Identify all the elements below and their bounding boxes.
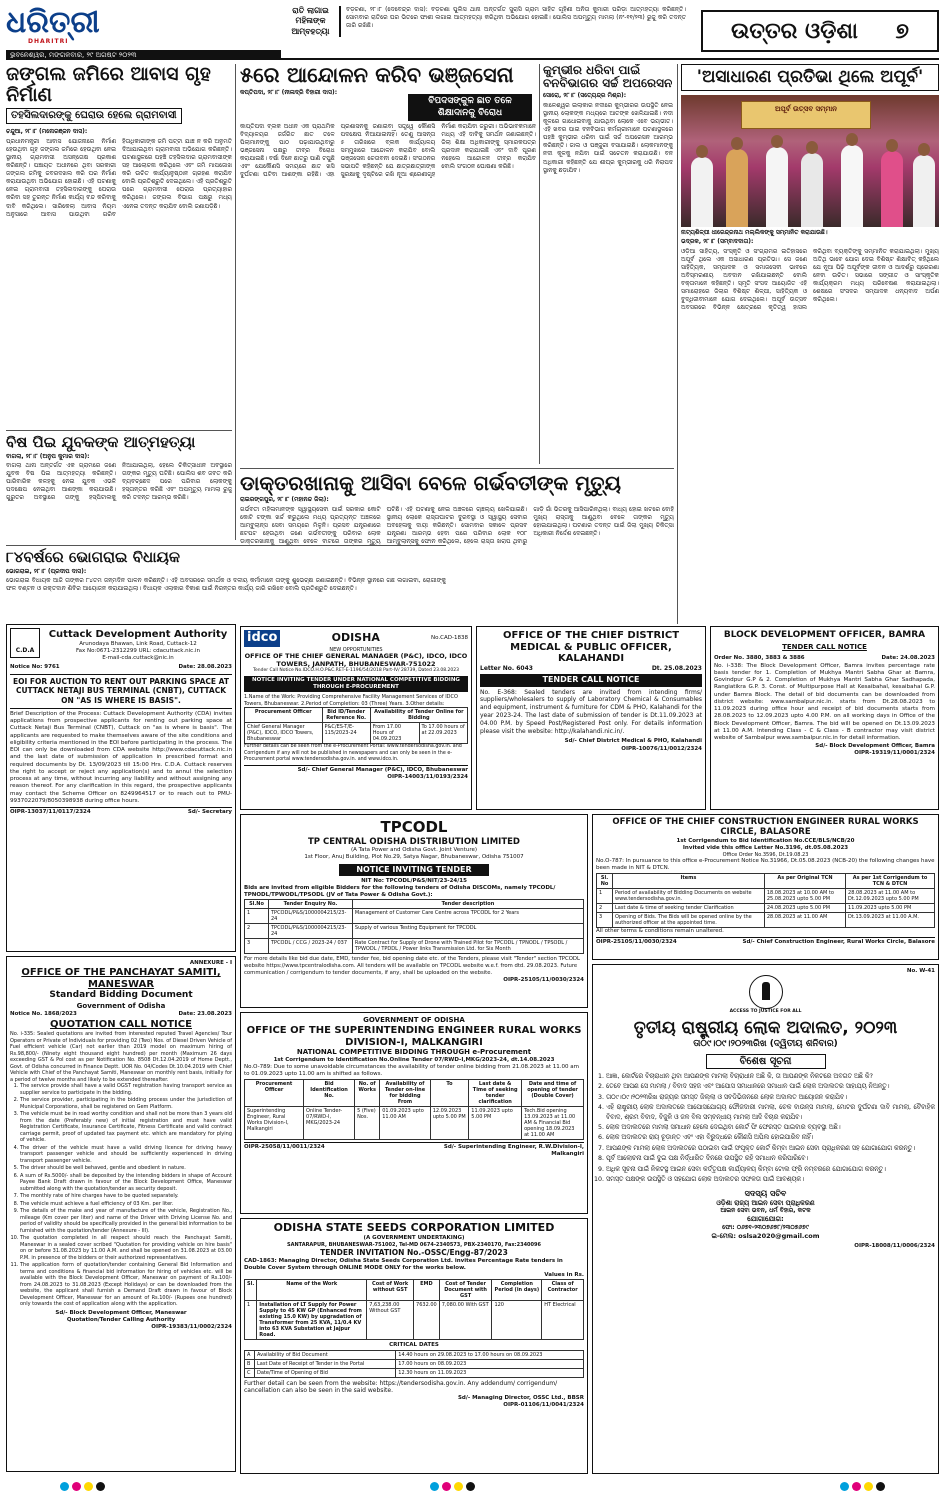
org-address: Arunodaya Bhawan, Link Road, Cuttack-12 [79, 641, 197, 647]
headline[interactable]: 'ଅସାଧାରଣ ପ୍ରତିଭା ଥିଲେ ଅପୂର୍ବ' [681, 64, 939, 91]
org-email: E-mail-cda.cuttack@nic.in [102, 655, 174, 662]
list-item: 3. The vehicle must be in road worthy condition and shall not be more than 3 years old from the date (Preferably new) of initial registration and must have valid Registration Certificate, Insurance Certificate, Fitness Certificate and valid contract carriage permit, proof of updated tax payment etc. which are mandatory for plying of vehicle. [20, 1111, 232, 1144]
annexure: ANNEXURE - I [189, 960, 232, 966]
signature: Sd/- Managing Director, OSSC Ltd., BBSR [457, 1395, 584, 1402]
story-body: ଭୋଗରାଇ ବିଧାୟକ ଆଜି ତାଙ୍କର ୮୪ତମ ଜନ୍ମଦିନ ପାଳନ କରିଛନ୍ତି। ଏହି ଅବସରରେ ସମର୍ଥକ ଓ ଦଳୀୟ କର୍ମୀମାନେ ତାଙ୍କୁ ଶୁଭେଚ୍ଛା ଜଣାଇଛନ୍ତି। ବିଭିନ୍ନ ସ୍ଥାନରେ ଗଛ ଲଗାଇବା, ରୋଗୀଙ୍କୁ ଫଳ ବଣ୍ଟନ ଓ ରକ୍ତଦାନ ଶିବିର ଆୟୋଜନ କରାଯାଇଥିଲା। ବିଧାୟକ ଏଲାକାର ବିକାଶ ପାଇଁ ନିରନ୍ତର କାର୍ଯ୍ୟ ଜାରି ରଖିବେ ବୋଲି ପ୍ରତିଶ୍ରୁତି ଦେଇଛନ୍ତି। [6, 577, 446, 593]
table-row: Chief General Manager (P&C), IDCO, IDCO Towers, Bhubaneswar P&C/ES-T/E-115/2023-24 From 17.00 Hours of 04.09.2023 To 17.00 hours of at 22.09.2023 [245, 723, 468, 744]
oipr-code: OIPR-19319/11/0001/2324 [854, 749, 935, 756]
justice-emblem-icon [749, 975, 783, 1009]
ad-body: No. E-368: Sealed tenders are invited from intending firms/ suppliers/wholesalers to supply of Laboratory Chemical & Consumables and equipment, instrument & furniture for CDM & PHO, Kalahandi for the year 2023-24. The last date of submission of tender is Dt.11.09.2023 at 04.00 P.M. by Speed Post/Registered Post only. For details information please visit the website: http://kalahandi.nic.in/. [480, 688, 702, 735]
ad-strip: NOTICE INVITING TENDER UNDER NATIONAL COMPETITIVE BIDDING THROUGH E-PROCUREMENT [244, 676, 468, 692]
ad-note: Further detail can be seen from the website: https://tendersodisha.gov.in. Any addendum/ corrigendum/ cancellation can also be seen in the said website. [244, 1379, 558, 1395]
table-row: 3 Opening of Bids. The Bids will be opened online by the authorized officer at the appointed time. 28.08.2023 at 11.00 AM Dt.13.09.2023 at 11.00 A.M. [597, 912, 935, 927]
ad-strip: EOI FOR AUCTION TO RENT OUT PARKING SPACE AT CUTTACK NETAJI BUS TERMINAL (CNBT), CUTTACK ON "AS IS WHERE IS BASIS". [10, 674, 232, 709]
cda-logo-text: C.D.A [15, 647, 35, 654]
ad-strip: NOTICE INVITING TENDER [339, 864, 489, 876]
story-housing [6, 64, 232, 424]
ad-strip: TENDER CALL NOTICE [714, 642, 935, 653]
table-row: C Date/Time of Opening of Bid 12.30 hours on 11.09.2023 [245, 1368, 584, 1377]
headline[interactable]: ଜଙ୍ଗଲ ଜମିରେ ଆବାସ ଗୃହ ନିର୍ମାଣ [6, 64, 211, 106]
emblem-text: ACCESS TO JUSTICE FOR ALL [729, 1009, 802, 1015]
story-body: ଓଡ଼ିଆ ସାହିତ୍ୟ, ସଂସ୍କୃତି ଓ ସଂଗ୍ରାମର ଇତିହାସରେ ଅପୂର୍ବ ଥିଲେ ଏକ ଅସାଧାରଣ ପ୍ରତିଭା। ସେ ଜଣେ ସାହିତ୍ୟିକ, ସମ୍ପାଦକ ଓ ସମାଜସେବୀ ଭାବରେ ଅବିସ୍ମରଣୀୟ ଅବଦାନ ରଖିଯାଇଛନ୍ତି ବୋଲି ବକ୍ତାମାନେ କହିଛନ୍ତି। ସ୍ମୃତି ସଂସଦ ଆୟୋଜିତ ଏହି ସମାରୋହରେ ଜିଲାର ବିଶିଷ୍ଟ ଶିଳ୍ପୀ, ସାହିତ୍ୟିକ ଓ ବୁଦ୍ଧିଜୀବୀମାନେ ଯୋଗ ଦେଇଥିଲେ। ଅପୂର୍ବ ଉତ୍ସବ ଅବସରରେ ବିଭିନ୍ନ କ୍ଷେତ୍ରରେ କୃତିତ୍ୱ ହାସଲ କରିଥିବା ବ୍ୟକ୍ତିଙ୍କୁ ସମ୍ମାନିତ କରାଯାଇଥିଲା। ମୁଖ୍ୟ ଅତିଥି ଭାବେ ଯୋଗ ଦେଇ ବିଶିଷ୍ଟ ଶିକ୍ଷାବିତ୍ କହିଥିଲେ ଯେ ନୂଆ ପିଢ଼ି ଅପୂର୍ବଙ୍କ ଜୀବନ ଓ ଆଦର୍ଶରୁ ପ୍ରେରଣା ନେବା ଉଚିତ। ସଭାରେ ସଙ୍ଗୀତ ଓ ସାଂସ୍କୃତିକ କାର୍ଯ୍ୟକ୍ରମ ମଧ୍ୟ ପରିବେଷଣ କରାଯାଇଥିଲା। ଶେଷରେ ସଂସଦର ସମ୍ପାଦକ ଧନ୍ୟବାଦ ଅର୍ପଣ କରିଥିଲେ। [681, 247, 939, 312]
adalat-date: ତା୦୯।୦୯।୨୦୨୩ରିଖ (ଦ୍ୱିତୀୟ ଶନିବାର) [693, 1039, 838, 1050]
col-header: Class of Contractor [542, 1280, 584, 1301]
ad-lok-adalat [592, 964, 939, 1474]
list-item: 6. ଲୋକ ଅଦାଲତର ରାୟ ଚୂଡ଼ାନ୍ତ ଏବଂ ଏହା ବିରୁଦ୍ଧରେ କୌଣସି ଅପିଲ ହୋଇପାରିବ ନାହିଁ। [606, 1133, 935, 1142]
list-item: 3. ତା୦୯।୦୯।୨୦୨୩ରିଖ ରାଜ୍ୟର ସମସ୍ତ ଜିଲ୍ଲା ଓ ସବଡିଭିଜନରେ ଲୋକ ଅଦାଲତ ଆୟୋଜନ କରାଯିବ। [606, 1093, 935, 1102]
ad-note: Further details can be seen from the e-Procurement Portal: www.tendersodisha.gov.in. and Corrigendum if any will not be published in newspapers and can only be seen in the e-Procurement portal www.tendersodisha.gov.in. and www.idco.in. [244, 744, 462, 762]
ad-footer [244, 1142, 584, 1158]
table-row: 1 TPCODL/P&S/1000004215/23-24 Management of Customer Care Centre across TPCODL for 2 Years [245, 909, 584, 924]
letter-no: Letter No. 6043 [480, 664, 533, 672]
signature: Sd/- Block Development Officer, Bamra [815, 742, 935, 749]
ad-bamra [710, 626, 939, 810]
story-body: ପ୍ରଧାନମନ୍ତ୍ରୀ ଆବାସ ଯୋଜନାରେ ନିର୍ମାଣ ହେଉଥିବା ଗୃହ ଜଙ୍ଗଲ ଜମିରେ ହେଉଥିବା ନେଇ ସ୍ଥାନୀୟ ଗ୍ରାମବାସୀ ଅସନ୍ତୋଷ ପ୍ରକାଶ କରିଛନ୍ତି। ପଞ୍ଚାୟତ ଅଧୀନରେ ଥିବା ସରକାରୀ ଜଙ୍ଗଲ ଜମିକୁ ଜବରଦଖଲ କରି ଘର ନିର୍ମାଣ କରାଯାଉଥିବା ଅଭିଯୋଗ ହୋଇଛି। ଏହି ଘଟଣାକୁ ନେଇ ଗ୍ରାମବାସୀ ତହସିଲଦାରଙ୍କୁ ଘେରାଉ କରିବା ସହ ତୁରନ୍ତ ନିର୍ମାଣ କାର୍ଯ୍ୟ ବନ୍ଦ କରିବାକୁ ଦାବି କରିଥିଲେ। ସାରିକେଲା ଆବାସ ନିୟମ ଅନୁସାରେ ଆବାସ ପାଉଥିବା ଗରିବ ହିତାଧିକାରୀଙ୍କ ଜମି ପଟ୍ଟା ଯାଞ୍ଚ ନ କରି ଅନୁମତି ଦିଆଯାଇଥିବା ଗ୍ରାମବାସୀ ଅଭିଯୋଗ କରିଛନ୍ତି। ଘଟଣାସ୍ଥଳରେ ପହଞ୍ଚି ତହସିଲଦାର ଗ୍ରାମବାସୀଙ୍କ ସହ ଆଲୋଚନା କରିଥିଲେ ଏବଂ ଜମି ମାପଜୋଖ କରି ଉଚିତ କାର୍ଯ୍ୟାନୁଷ୍ଠାନ ଗ୍ରହଣ କରାଯିବ ବୋଲି ପ୍ରତିଶ୍ରୁତି ଦେଇଥିଲେ। ଏହି ପ୍ରତିଶ୍ରୁତି ପରେ ଗ୍ରାମବାସୀ ଘେରାଉ ପ୍ରତ୍ୟାହାର କରିଥିଲେ। ଜଙ୍ଗଲ ବିଭାଗ ପକ୍ଷରୁ ମଧ୍ୟ ଏନେଇ ତଦନ୍ତ କରାଯିବ ବୋଲି ଜଣାପଡ଼ିଛି। [6, 137, 232, 218]
ad-title: OFFICE OF THE SUPERINTENDING ENGINEER RURAL WORKS DIVISION-I, MALKANGIRI [246, 1025, 582, 1048]
story-poison [6, 430, 232, 540]
notice-no: Notice No. 1868/2023 [10, 1010, 77, 1017]
oipr-code: OIPR-18008/11/0006/2324 [854, 1242, 935, 1249]
newspaper-logo[interactable]: ଧରିତ୍ରୀ [6, 5, 100, 40]
col-header: Sl. [245, 1280, 257, 1301]
registration-marks-right [840, 1482, 885, 1491]
ad-title: OFFICE OF THE CHIEF GENERAL MANAGER (P&C), IDCO, IDCO TOWERS, JANPATH, BHUBANESWAR-751022 [244, 652, 468, 668]
ad-maneswar [6, 956, 236, 1472]
doc-type: Standard Bidding Document [49, 990, 193, 1001]
magenta-dot [72, 1482, 81, 1491]
list-item: 7. The monthly rate of hire charges have to be quoted separately. [20, 1193, 232, 1200]
ad-title: BLOCK DEVELOPMENT OFFICER, BAMRA [723, 630, 926, 640]
list-item: 10. The quotation completed in all respect should reach the Panchayat Samiti, Maneswar in a sealed cover scribed "Quotation for providing vehicle on hire basis" on or before 31.08.2023 by 11.00 A.M. and shall be opened on 31.08.2023 at 03.00 P.M. in presence of the bidders or their authorized representatives. [20, 1235, 232, 1261]
office-order: Office Order No.3596, Dt.19.08.23 [722, 851, 809, 858]
person-figure [913, 155, 935, 227]
person-head [846, 133, 858, 146]
cyan-dot [430, 1482, 439, 1491]
teaser-label: ରାତି ଲାଗାଇ ମହିଳାଙ୍କ ଆମ୍ବହତ୍ୟା [286, 6, 341, 37]
person-figure [766, 147, 788, 227]
col-header: Availability of Tender Online for Bidding [370, 708, 467, 723]
person-figure [726, 149, 748, 227]
yellow-dot [454, 1482, 463, 1491]
ad-intro: Bids are invited from eligible Bidders for the following tenders of Odisha DISCOMs, namely TPCODL/ TPNODL/TPWODL/TPSODL (JV of Tata Power & Odisha Govt.): [244, 885, 556, 899]
col-header: Tender Enquiry No. [269, 900, 353, 909]
person-head [806, 141, 818, 154]
col-header: Sl.No [245, 900, 269, 909]
cda-logo [10, 628, 40, 658]
oipr-code: OIPR-25058/11/0011/2324 [244, 1143, 325, 1150]
org-name: Cuttack Development Authority [48, 629, 228, 640]
black-dot [466, 1482, 475, 1491]
ad-title: OFFICE OF THE CHIEF DISTRICT MEDICAL & PUBLIC OFFICER, KALAHANDI [502, 630, 680, 664]
tender-invitation: TENDER INVITATION No.-OSSC/Engg-87/2023 [320, 1248, 508, 1258]
signature: Sd/- Chief General Manager (P&C), IDCO, Bhubaneswar [297, 767, 468, 774]
photo-caption: ନାଟ୍ୟଶିଳ୍ପୀ ଧୀରେନ୍ଦ୍ରନାଥ ମଲ୍ଲିକଙ୍କୁ ସମ୍ମାନିତ କରାଯାଉଛି। [681, 228, 828, 236]
contact-label: ଯୋଗାଯୋଗ: [747, 1215, 784, 1224]
headline[interactable]: କୁମ୍ଭୀର ଧରିବା ପାଇଁ ବନବିଭାଗର ସର୍ଚ୍ଚ ଅପରେସନ [543, 64, 673, 91]
byline: ରାଇରଙ୍ଗପୁର, ୨୮।୮ (ମହାନନ୍ଦ ଜିଲା): [240, 496, 329, 503]
headline[interactable]: ୫ରେ ଆନ୍ଦୋଳନ କରିବ ଭଞ୍ଜସେନା [240, 64, 514, 87]
story-pregnant [240, 468, 674, 623]
col-header: Sl. No [597, 873, 613, 888]
sign-org: ଓଡ଼ିଶା ରାଜ୍ୟ ଆଇନ ସେବା ପ୍ରାଧିକରଣ [716, 1198, 815, 1207]
ad-title: ODISHA STATE SEEDS CORPORATION LIMITED [273, 1221, 555, 1234]
ad-body: CAD-1863: Managing Director, Odisha State Seeds Corporation Ltd. invites Percentage Rate tenders in Double Cover System through ONLINE MODE ONLY for the works below. [244, 1258, 563, 1272]
ad-title: ତୃତୀୟ ରାଷ୍ଟ୍ରୀୟ ଲୋକ ଅଦାଲତ, ୨୦୨୩ [633, 1017, 898, 1038]
oipr-code: OIPR-01106/11/0041/2324 [503, 1402, 584, 1409]
col-header: Availability of Tender on-line for bidding From [380, 1079, 430, 1106]
values-unit: Values in Rs. [544, 1272, 584, 1279]
signature: Sd/- Chief Construction Engineer, Rural Works Circle, Balasore [742, 938, 935, 945]
person-head [696, 145, 708, 158]
sign-address: ଆଇନ ସେବା ଭବନ, ଧର୍ମ ବିହାର, କଟକ [720, 1207, 811, 1215]
ad-title: TP CENTRAL ODISHA DISTRIBUTION LIMITED [307, 836, 520, 847]
ad-tpcodl [240, 814, 588, 1008]
idco-logo: idco [244, 630, 280, 647]
notice-list [596, 1072, 935, 1185]
dateline: ଭୁବନେଶ୍ୱର, ମଙ୍ଗଳବାର, ୨୯ ଅଗଷ୍ଟ ୨୦୨୩ [6, 50, 281, 60]
signature: Sd/- Chief District Medical & PHO, Kalahandi [564, 738, 702, 745]
signature-title: Quotation/Tender Calling Authority [66, 1316, 176, 1323]
table-row: 1 Period of availability of Bidding Documents on website www.tendersodisha.gov.in. 18.08.2023 at 10.00 AM to 25.08.2023 upto 5.00 PM 28.08.2023 at 11.00 AM to Dt.12.09.2023 upto 5.00 PM [597, 888, 935, 903]
tender-table [244, 707, 468, 744]
contact-email: ଇ-ମେଲ: oslsa2020@gmail.com [711, 1232, 820, 1241]
event-photo[interactable] [681, 95, 939, 227]
registration-marks-center [430, 1482, 475, 1491]
headline[interactable]: ଡାକ୍ତରଖାନାକୁ ଆସିବା ବେଳେ ଗର୍ଭବତୀଙ୍କ ମୃତ୍ୟୁ [240, 471, 621, 495]
person-head [731, 137, 743, 150]
list-item: 8. The vehicle must achieve a fuel efficiency of 03 Km. per liter. [20, 1201, 232, 1208]
ad-subtitle-2: Invited vide this office Letter No.3196, dt.05.08.2023 [682, 844, 849, 851]
newspaper-logo-latin: DHARITRI [28, 38, 69, 45]
col-header: Bid Identification No. [304, 1079, 355, 1106]
nit-number: NIT No: TPCODL/P&S/NIT/23-24/15 [361, 877, 467, 884]
org-address: SANTARAPUR, BHUBANESWAR-751002, Tel-MD 0674-2340573, PBX-2340170, Fax:2340096 [287, 1241, 541, 1248]
notice-no: Notice No: 9761 [10, 664, 60, 671]
ad-cdmo [476, 626, 706, 810]
govt-name: Government of Odisha [76, 1001, 166, 1010]
page-number: ୭ [895, 19, 910, 44]
list-item: 2. The service provider, participating in the bidding process under the jurisdiction of Municipal Corporations, shall be registered on Gem Platform. [20, 1097, 232, 1110]
contact-phone: ଫୋ: ୦୬୭୧-୨୩୦୭୬୭୮/୨୩୦୭୬୭୯ [722, 1224, 809, 1232]
person-head [918, 143, 930, 156]
ad-idco [240, 626, 472, 810]
story-forest [543, 64, 673, 464]
col-header: Date and time of opening of tender (Double Cover) [522, 1079, 584, 1106]
magenta-dot [442, 1482, 451, 1491]
ad-number: No. W-41 [906, 968, 935, 974]
work-details: 1.Name of the Work: Providing Comprehensive Facility Management Services of IDCO Towers, Bhubaneswar. 2.Period of Completion: 03 (Three) Years. 3.Other details: [244, 694, 458, 707]
person-head [771, 135, 783, 148]
person-figure [691, 157, 713, 227]
col-header: Procurement Officer [245, 1079, 304, 1106]
ad-date: Date: 24.08.2023 [881, 655, 935, 662]
masthead [6, 4, 939, 60]
ad-intro: No. i-335: Sealed quotations are invited from interested reputed Travel Agencies/ Tour Operators or Private of Individuals for providing 02 (Two) Nos. of Diesel Driven Vehicle of Fuel efficient vehicle (Car) not earlier than 2019 model on maximum hiring of Rs.98,800/- (Ninety eight thousand eight hundred) per month (Maximum 26 days exceeding GST & Pol cost as per Notification No. 8508 Dt.12.04.2019 of Home Deptt., Govt. of Odisha concurred in Finance Deptt. UOR No. 04/Codes Dt.10.04.2019 with Chief Vehicle with Chief of the Panchayat Samiti, Maneswar on monthly rent basis, initially for a period of twelve months and likely to be extended thereafter. [10, 1031, 232, 1083]
ad-strip: TENDER CALL NOTICE [480, 674, 702, 686]
byline: ଚନ୍ଦୁଆ, ୨୮।୮ (ମନୋରଞ୍ଜନ ଦାସ): [6, 128, 88, 136]
ad-note: For more details like bid due date, EMD, tender fee, bid opening date etc. of the Tenders, please visit "Tender" section TPCODL website https://www.tpcentralodisha.com. All tenders will be available on TPCODL website w.e.f. from dtd. 29.08.2023. Future communication / corrigendum to tender documents, if any, shall be uploaded on the website. [244, 956, 580, 977]
list-item: 8. ପୂର୍ବ ଆଲୋଚନା ପାଇଁ ଦୁଇ ପକ୍ଷ ନିର୍ଦ୍ଧାରିତ ଦିନରେ ଉପସ୍ଥିତ ରହି ସମାଧାନ କରିପାରିବେ। [606, 1154, 935, 1163]
person-head [886, 139, 898, 152]
col-header: Tender description [352, 900, 583, 909]
list-item: 5. ଲୋକ ଅଦାଲତରେ ମାମଲା ସମାଧାନ ହେଲେ ଦେଇଥିବା କୋର୍ଟ ଫି ଫେରସ୍ତ ପାଇବାର ବ୍ୟବସ୍ଥା ଅଛି। [606, 1123, 935, 1132]
ad-subtitle: (A Tata Power and Odisha Govt. Joint Venture) [350, 847, 477, 854]
tpcodl-logo: TPCODL [380, 818, 448, 836]
ad-cda [6, 624, 236, 952]
col-header: As per 1st Corrigendum to TCN & DTCN [846, 873, 935, 888]
corrigendum-table [596, 873, 935, 928]
ad-rwd [240, 1012, 588, 1214]
headline[interactable]: ବିଷ ପିଇ ଯୁବକଙ୍କ ଆତ୍ମହତ୍ୟା [6, 433, 196, 451]
list-item: 6. A sum of Rs.5000/- shall be deposited by the intending bidders in shape of Account Payee Bank Draft drawn in favour of the Block Development Office, Maneswar submitted along with the quotation/tender as security deposit. [20, 1173, 232, 1193]
ad-body: Brief Description of the Process: Cuttack Development Authority (CDA) invites applications from prospective applicants for renting out parking space at Cuttack Netaji Bus Terminal (CNBT), Cuttack on "as is where is basis". The applicants are requested to make themselves aware of the site conditions and eligibility criteria mentioned in the EOI before participating in the process. The EOI can only be downloaded from CDA website http://www.cdacuttack.nic.in and the last date of submission of application in prescribed format and required documents by Dt. 13/09/2023 till 15:00 Hrs. C.D.A. Cuttack reserves the right to accept or reject any application(s) and to annul the selection process at any time, without incurring any liability and without assigning any reason thereof. For any clarification in this regard, the prospective applicants may contact the Scheme Officer on 8249964517 or to reach out to PMU-9937022079/8050398938 during office hours. [10, 710, 232, 804]
ad-title: OFFICE OF THE CHIEF CONSTRUCTION ENGINEER RURAL WORKS CIRCLE, BALASORE [612, 817, 919, 837]
terms-list [10, 1083, 232, 1308]
oipr-code: OIPR-19383/11/0002/2324 [151, 1323, 232, 1330]
byline: ବାଗଲା, ୨୮।୮ (ଅନୁପ କୁମାର ଦାସ): [6, 452, 90, 460]
black-dot [876, 1482, 885, 1491]
ad-note: All other terms & conditions remain unaltered. [596, 927, 724, 934]
list-item: 4. The driver of the vehicle must have a valid driving licence for driving heavy transport passenger vehicle and should be sufficiently experienced in driving transport passenger vehicle. [20, 1145, 232, 1165]
column-rule [235, 64, 236, 540]
section-name: ଉତ୍ତର ଓଡ଼ିଶା [730, 19, 858, 44]
column-rule [677, 64, 678, 624]
col-header: Cost of Work without GST [367, 1280, 414, 1301]
col-header: Name of the Work [257, 1280, 367, 1301]
table-row: Superintending Engineer, Rural Works Division-I, Malkangiri Online Tender-07/RWD-I, MKG/2023-24 5 (Five) Nos. 01.09.2023 upto 11.00 AM 12.09.2023 upto 5.00 PM 11.09.2023 upto 5.00 PM Tech.Bid opening 13.09.2023 at 11.00 AM & Financial Bid opening 18.09.2023 at 11.00 AM [245, 1106, 584, 1139]
table-row: 2 Last date & time of seeking tender Clarification 24.08.2023 upto 5.00 PM 11.09.2023 upto 5.00 PM [597, 903, 935, 912]
ad-strip: QUOTATION CALL NOTICE [50, 1019, 192, 1031]
signature: Sd/- Superintending Engineer, R.W.Division-I, Malkangiri [443, 1143, 584, 1157]
registration-marks-left [60, 1482, 105, 1491]
ad-date: Dt. 25.08.2023 [651, 664, 702, 672]
ad-body: No.O-787: In pursuance to this office e-Procurement Notice No.31966, Dt.05.08.2023 (NCB-20) the following changes have been made in NIT & DTCN. [596, 858, 935, 872]
person-figure [881, 151, 903, 227]
story-talent [681, 64, 939, 624]
yellow-dot [864, 1482, 873, 1491]
col-header: As per Original TCN [764, 873, 845, 888]
ad-date: Date: 28.08.2023 [178, 664, 232, 671]
ad-ossc [240, 1218, 588, 1474]
ad-body: No. i-338: The Block Development Officer, Bamra invites percentage rate basis tender for 1. Completion of Mukhya Mantri Sabha Ghar at Bamra, Govindpur G.P & 2. Completion of Mukhya Mantri Sabha Ghar Sadhapada, Rangiatikra G.P. 3. Const. of Multipurpose Hall at Kesaibahal, kesaibahal G.P. under Bamra Block. The detail of bid documents can be downloaded from district website: www.sambalpur.nic.in. starts from Dt.28.08.2023 to 11.09.2023 during office hour and receipt of bid documents starts from 28.08.2023 to 12.09.2023 upto 4.00 P.M. on all working days in Office of the Block Development Officer, Bamra. The bid will be opened on Dt.13.09.2023 at 11.00 A.M. Intending Class - C & Class - B contractor may visit district website of Sambalpur www.sambalpur.nic.in for detail information. [714, 662, 935, 742]
list-item: 9. The details of the make and year of manufacture of the vehicle, Registration No., mileage (Km cover per liter) and name of the Driver with Driving License No. and period of validity should be specifically provided in the general bid information to be furnished with the quotation/tender (Annexure - III). [20, 1208, 232, 1234]
ad-footer [244, 765, 468, 781]
list-item: 5. The driver should be well behaved, gentle and obedient in nature. [20, 1165, 232, 1172]
col-header: Completion Period (in days) [492, 1280, 542, 1301]
byline: ଭଦ୍ରକ, ୨୮।୮ (ସମ୍ବାଦଦାତା): [681, 238, 754, 246]
col-header: EMD [414, 1280, 440, 1301]
tagline: NEW OPPORTUNITIES [329, 646, 383, 653]
critical-dates-title: CRITICAL DATES [389, 1342, 439, 1349]
critical-dates-table [244, 1350, 584, 1378]
ad-subtitle: (A GOVERNMENT UNDERTAKING) [363, 1234, 465, 1241]
yellow-dot [84, 1482, 93, 1491]
list-item: 2. ତେବେ ଆପଣ ସେ ମାମଲା / ବିବାଦ ସହଜ ଏବଂ ଆପୋସ ସମାଧାନରେ ସମାଧାନ ପାଇଁ ଲୋକ ଅଦାଲତର ସାହାଯ୍ୟ ନିଅନ୍ତୁ। [606, 1082, 935, 1091]
order-no: Order No. 3880, 3883 & 3886 [714, 655, 805, 662]
story-body: ଗର୍ଭବତୀ ମହିଳାମାନଙ୍କ ସ୍ୱାସ୍ଥ୍ୟସେବା ପାଇଁ ସରକାର କୋଟି କୋଟି ଟଙ୍କା ଖର୍ଚ୍ଚ କରୁଥିଲେ ମଧ୍ୟ ପ୍ରତ୍ୟନ୍ତ ଅଞ୍ଚଳରେ ଆମ୍ବୁଲାନ୍ସ ସେବା ସମୟରେ ମିଳୁନି। ପ୍ରସବ ଯନ୍ତ୍ରଣାରେ ଛଟପଟ ହେଉଥିବା ଜଣେ ଗର୍ଭବତୀଙ୍କୁ ପରିବାର ଲୋକ ଡାକ୍ତରଖାନାକୁ ଆଣୁଥିବା ବେଳେ ବାଟରେ ତାଙ୍କର ମୃତ୍ୟୁ ଘଟିଛି। ଏହି ଘଟଣାକୁ ନେଇ ଅଞ୍ଚଳରେ ଚାଞ୍ଚଲ୍ୟ ଖେଳିଯାଇଛି। ସ୍ଥାନୀୟ ଲୋକେ ରାସ୍ତାଘାଟର ଦୁରବସ୍ଥା ଓ ସ୍ୱାସ୍ଥ୍ୟ ସେବାର ଅବହେଳାକୁ ଦାୟୀ କରିଛନ୍ତି। ସୋମବାର ସକାଳେ ପ୍ରସବ ଯନ୍ତ୍ରଣା ଆରମ୍ଭ ହେବା ପରେ ପରିବାର ଲୋକ ୧୦୮ ଆମ୍ବୁଲାନ୍ସକୁ ଫୋନ କରିଥିଲେ, ହେଲେ ରାସ୍ତା ଖରାପ ଥିବାରୁ ଗାଡ଼ି ଗାଁ ଭିତରକୁ ଆସିପାରିନଥିଲା। ବାଧ୍ୟ ହୋଇ ଖଟରେ ବୋହି ମୁଖ୍ୟ ରାସ୍ତାକୁ ଆଣୁଥିବା ବେଳେ ତାଙ୍କର ମୃତ୍ୟୁ ହୋଇଯାଇଥିଲା। ଘଟଣାର ତଦନ୍ତ ପାଇଁ ଜିଲା ମୁଖ୍ୟ ଚିକିତ୍ସା ଅଧିକାରୀ ନିର୍ଦ୍ଦେଶ ଦେଇଛନ୍ତି। [240, 505, 674, 545]
oipr-code: OIPR-14003/11/0193/2324 [387, 774, 468, 781]
table-row: B Last Date of Receipt of Tender in the Portal 17.00 hours on 08.09.2023 [245, 1359, 584, 1368]
list-item: 7. ଆପଣଙ୍କ ମାମଲା ଲୋକ ଅଦାଲତରେ ପଠାଇବା ପାଇଁ ସଂପୃକ୍ତ କୋର୍ଟ କିମ୍ବା ଆଇନ ସେବା ପ୍ରାଧିକରଣ ସହ ଯୋଗାଯୋଗ କରନ୍ତୁ। [606, 1144, 935, 1153]
byline: କପ୍ତିପଦା, ୨୮।୮ (ନୀଳାଦ୍ରି ବିହାରୀ ଦାସ): [240, 89, 338, 97]
odisha-logo: ODISHA [331, 631, 380, 645]
teaser-text: ବଡ଼ଚଣା, ୨୮।୮ (ଦେବେନ୍ଦ୍ର ଦାସ): ବଡ଼ଚଣା ପୁଲିସ ଥାନା ଅନ୍ତର୍ଗତ ସୁରାସି ଗ୍ରାମ ସାହିତ ଗୃହିଣୀ ଅନିତା କୁମାରୀ ପରିଡ଼ା ଆତ୍ମହତ୍ୟା କରିଛନ୍ତି। ସୋମବାର ରାତିରେ ଘର ଭିତରେ ଫାଶୀ ଲଗାଇ ଆତ୍ମହତ୍ୟା କରିଥିବା ଅଭିଯୋଗ ହୋଇଛି। ପୋଲିସ ଅପମୃତ୍ୟୁ ମାମଲା (ନଂ-୧୧/୨୩) ରୁଜୁ କରି ତଦନ୍ତ ଜାରି ରଖିଛି। [346, 6, 686, 30]
signature: Sd/- Secretary [187, 809, 232, 816]
list-item: 9. ଅଧିକ ସୂଚନା ପାଇଁ ନିକଟସ୍ଥ ଆଇନ ସେବା କର୍ତ୍ତୃପକ୍ଷ କାର୍ଯ୍ୟାଳୟ କିମ୍ବା ଟୋଲ ଫ୍ରି ନମ୍ବରରେ ଯୋଗାଯୋଗ କରନ୍ତୁ। [606, 1165, 935, 1174]
col-header: Procurement Officer [245, 708, 323, 723]
subhead: ତହସିଲଦାରଙ୍କୁ ଘେରାଉ ହେଲେ ଗ୍ରାମବାସୀ [6, 108, 182, 125]
cyan-dot [840, 1482, 849, 1491]
cyan-dot [60, 1482, 69, 1491]
col-header: Items [613, 873, 765, 888]
ad-subtitle: 1st Corrigendum to Identification No.Online Tender 07/RWD-I,MKG/2023-24, dt.14.08.2023 [273, 1057, 555, 1064]
story-body: କାପ୍ତିପଦା ବ୍ଲକ ଅଧୀନ ଏକ ପ୍ରାଥମିକ ବିଦ୍ୟାଳୟର ଜର୍ଜରିତ ଛାତ ତଳେ ପିଲାମାନଙ୍କୁ ପାଠ ପଢ଼ାଯାଉଥିବାରୁ ଭଞ୍ଜସେନା ପକ୍ଷରୁ ତୀବ୍ର ବିରୋଧ କରାଯାଇଛି। ବର୍ଷା ଦିନେ ଛାତରୁ ପାଣି ଟପୁଛି ଏବଂ ଯେକୌଣସି ସମୟରେ ଛାତ ଖସି ଦୁର୍ଘଟଣା ଘଟିବା ଆଶଙ୍କା ରହିଛି। ଏହା ପ୍ରଶାସନକୁ ଜଣାଇବା ସତ୍ତ୍ୱେ କୌଣସି ପଦକ୍ଷେପ ନିଆଯାଇନାହିଁ। ତେଣୁ ଆସନ୍ତା ୫ ତାରିଖରେ ବ୍ଲକ କାର୍ଯ୍ୟାଳୟ ସମ୍ମୁଖରେ ଆନ୍ଦୋଳନ କରାଯିବ ବୋଲି ଭଞ୍ଜସେନା ଚେତାବନୀ ଦେଇଛି। ସଂଗଠନର ସଭାପତି କହିଛନ୍ତି ଯେ ଛାତ୍ରଛାତ୍ରୀଙ୍କ ସୁରକ୍ଷାକୁ ଦୃଷ୍ଟିରେ ରଖି ନୂଆ ଶ୍ରେଣୀଗୃହ ନିର୍ମାଣ କରାଯିବା ଜରୁରୀ। ଅଭିଭାବକମାନେ ମଧ୍ୟ ଏହି ଦାବିକୁ ସମର୍ଥନ ଜଣାଇଛନ୍ତି। ଜିଲା ଶିକ୍ଷା ଅଧିକାରୀଙ୍କୁ ସ୍ମାରକପତ୍ର ପ୍ରଦାନ କରାଯାଇଛି ଏବଂ ଦାବି ପୂରଣ ନହେଲେ ଆନ୍ଦୋଳନ ତୀବ୍ର କରାଯିବ ବୋଲି ସଂଗଠନ ଘୋଷଣା କରିଛି। [240, 122, 536, 179]
org-fax: Fax No:0671-2312299 URL: cdacuttack.nic.in [76, 648, 200, 655]
list-item: 4. ଏହି ରାଷ୍ଟ୍ରୀୟ ଲୋକ ଅଦାଲତରେ ଆପୋସଯୋଗ୍ୟ ଫୌଜଦାରୀ ମାମଲା, ଚେକ ବାଉନ୍ସ ମାମଲା, ମୋଟର ଦୁର୍ଘଟଣା ଦାବି ମାମଲା, ବୈବାହିକ ବିବାଦ, ଶ୍ରମ ବିବାଦ, ବିଜୁଳି ଓ ଜଳ ବିଲ ସମ୍ବନ୍ଧୀୟ ମାମଲା ଆଦି ବିଚାର କରାଯିବ। [606, 1103, 935, 1122]
stage-banner: ଅପୂର୍ବ ଉତ୍ସବ ସମ୍ମାନ [741, 101, 871, 129]
black-dot [96, 1482, 105, 1491]
ad-footer [596, 937, 935, 946]
story-body: ବାଗଲା ଥାନା ଅନ୍ତର୍ଗତ ଏକ ଗ୍ରାମରେ ଜଣେ ଯୁବକ ବିଷ ପିଇ ଆତ୍ମହତ୍ୟା କରିଛନ୍ତି। ପାରିବାରିକ କଳହକୁ ନେଇ ଯୁବକ ଏଭଳି ପଦକ୍ଷେପ ନେଇଥିବା ଆଶଙ୍କା କରାଯାଉଛି। ଗୁରୁତର ଅବସ୍ଥାରେ ତାଙ୍କୁ ହସ୍ପିଟାଲକୁ ନିଆଯାଇଥିଲା, ହେଲେ ଚିକିତ୍ସାଧୀନ ଅବସ୍ଥାରେ ତାଙ୍କର ମୃତ୍ୟୁ ଘଟିଛି। ପୋଲିସ ଶବ ଜବତ କରି ବ୍ୟବଚ୍ଛେଦ ପରେ ପରିବାର ଲୋକଙ୍କୁ ହସ୍ତାନ୍ତର କରିଛି ଏବଂ ଅପମୃତ୍ୟୁ ମାମଲା ରୁଜୁ କରି ତଦନ୍ତ ଆରମ୍ଭ କରିଛି। [6, 462, 232, 502]
ad-strip: ବିଶେଷ ସୂଚନା [706, 1054, 826, 1069]
col-header: To [430, 1079, 469, 1106]
story-bajrang [240, 64, 536, 464]
oipr-code: OIPR-10076/11/0012/2324 [621, 745, 702, 752]
ad-subtitle: 1st Corrigendum to Bid Identification No.CCE/BLS/NCB/20 [676, 837, 855, 844]
oipr-code: OIPR-25105/11/0030/2324 [503, 976, 584, 983]
table-row: 2 TPCODL/P&S/1000004215/23-24 Supply of various Testing Equipment for TPCODL [245, 924, 584, 939]
headline[interactable]: ୮୪ବର୍ଷରେ ଭୋଗରାଇ ବିଧାୟକ [6, 548, 181, 566]
story-body: କାଳେଶ୍ୱର ଇଲାକାର ନଦୀରେ କୁମ୍ଭୀରର ଉପସ୍ଥିତି ନେଇ ସ୍ଥାନୀୟ ଲୋକଙ୍କ ମଧ୍ୟରେ ଆତଙ୍କ ଖେଳିଯାଇଛି। ନଦୀ କୂଳରେ ଗାଧୋଇବାକୁ ଯାଉଥିବା ଲୋକେ ଏବେ ଭୟଭୀତ। ଏହି ଖବର ପାଇ ବନବିଭାଗ କର୍ମଚାରୀମାନେ ଘଟଣାସ୍ଥଳରେ ପହଞ୍ଚି କୁମ୍ଭୀର ଧରିବା ପାଇଁ ସର୍ଚ୍ଚ ଅପରେସନ ଆରମ୍ଭ କରିଛନ୍ତି। ଜାଲ ଓ ପଞ୍ଜୁରୀ ବସାଯାଇଛି। ଲୋକମାନଙ୍କୁ ନଦୀ କୂଳକୁ ନଯିବା ପାଇଁ ସଚେତନ କରାଯାଉଛି। ବନ ଅଧିକାରୀ କହିଛନ୍ତି ଯେ ଶୀଘ୍ର କୁମ୍ଭୀରକୁ ଧରି ନିରାପଦ ସ୍ଥାନକୁ ଛଡ଼ାଯିବ। [543, 101, 673, 174]
highlight-box: ବିପଦସଙ୍କୁଳ ଛାତ ତଳେ ଶିକ୍ଷାଦାନକୁ ବିରୋଧ [408, 94, 532, 121]
tender-table [244, 1079, 584, 1140]
tender-call-no: Tender Call Notice No.IDCO.H.O.P&C.RET-E-1196/54/2018 Part-IV/ 28739, Dated 23.08.2023 [253, 668, 459, 674]
table-row: A Availability of Bid Document 14.40 hours on 29.08.2023 to 17.00 hours on 08.09.2023 [245, 1350, 584, 1359]
list-item: 1. The service provide shall have a valid OGST registration having transport service as supplier service to participate in the bidding. [20, 1083, 232, 1096]
tender-table [244, 1279, 584, 1340]
list-item: 10. ସମସ୍ତ ପକ୍ଷଙ୍କ ଉପସ୍ଥିତି ଓ ସହଯୋଗ ଲୋକ ଅଦାଲତର ସଫଳତା ପାଇଁ ଆବଶ୍ୟକ। [606, 1175, 935, 1184]
magenta-dot [852, 1482, 861, 1491]
list-item: 1. ଆଜ୍ଞା, କୋର୍ଟରେ ବିଚାରାଧୀନ ଥିବା ଆପଣଙ୍କ ମାମଲା ବିଚାରାଧୀନ ଅଛି କି, ତା ଆପଣଙ୍କ ନିକଟରେ ଅବଗତ ଅଛି କି? [606, 1072, 935, 1081]
ad-strip: NATIONAL COMPETITIVE BIDDING THROUGH e-Procurement [296, 1048, 532, 1057]
col-header: No. of Works [355, 1079, 380, 1106]
sign-title: ସଦସ୍ୟ ସଚିବ [744, 1188, 787, 1198]
table-row: 3 TPCODL / CCG / 2023-24 / 037 Rate Contract for Supply of Drone with Trained Pilot for TPCODL / TPNODL / TPSODL / TPWODL / TPDDL / Power links Transmission Ltd. for Six Month [245, 939, 584, 954]
oipr-code: OIPR-25105/11/0030/2324 [596, 938, 677, 945]
list-item: 11. The application form of quotation/tender containing General Bid Information and terms and conditions & financial bid information for hiring of vehicles etc. will be available with the Block Development Officer, Maneswar on payment of Rs.100/- from 24.08.2023 to 31.08.2023 (Except Holidays) or can be downloaded from the website, the applicant shall furnish a Demand Draft drawn in favour of Block Development Officer, Maneswar for an amount of Rs.100/- (Rupees one hundred) only towards the cost of application along with the application. [20, 1262, 232, 1308]
ad-date: Date: 23.08.2023 [178, 1010, 232, 1017]
person-figure [841, 145, 863, 227]
ad-body: No.O-789: Due to some unavoidable circumstances the availability of tender online bidding from 21.08.2023 at 11.00 am to 01.09.2023 upto 11.00 am is shifted as follows. [244, 1064, 579, 1078]
ad-balasore [592, 814, 939, 960]
ad-title: OFFICE OF THE PANCHAYAT SAMITI, MANESWAR [21, 967, 221, 990]
org-address: 1st Floor, Anuj Building, Plot No.29, Satya Nagar, Bhubaneswar, Odisha 751007 [304, 854, 524, 861]
col-header: Bid ID/Tender Reference No. [322, 708, 370, 723]
signature: Sd/- Block Development Officer, Maneswar [55, 1309, 187, 1316]
byline: ସୋରୋ, ୨୮।୮ (ସତ୍ୟେନ୍ଦ୍ର ମିଶ୍ର): [543, 92, 627, 100]
section-title [701, 10, 939, 52]
byline: ଭୋଗରାଇ, ୨୮।୮ (ପ୍ରଦୀପ ଦାସ): [6, 567, 87, 575]
col-header: Cost of Tender Document with GST [439, 1280, 492, 1301]
person-figure [801, 153, 823, 227]
tender-table [244, 899, 584, 954]
column-rule [539, 64, 540, 464]
cad-number: No.CAD-1838 [431, 634, 468, 641]
govt-name: GOVERNMENT OF ODISHA [363, 1016, 465, 1024]
oipr-code: OIPR-13037/11/0117/2324 [10, 809, 91, 816]
table-row: 1 Installation of LT Supply for Power Supply to 45 KW GP (Enhanced from existing 15.0 KW) by upgradation of Transformer from 25 KVA, 11/0.4 KV into 63 KVA Substation at Jajpur Road. 7,63,238.00 Without GST 7632.00 7,080.00 With GST 120 HT Electrical [245, 1301, 584, 1340]
col-header: Last date & Time of seeking tender clarification [469, 1079, 522, 1106]
ad-footer [10, 807, 232, 816]
